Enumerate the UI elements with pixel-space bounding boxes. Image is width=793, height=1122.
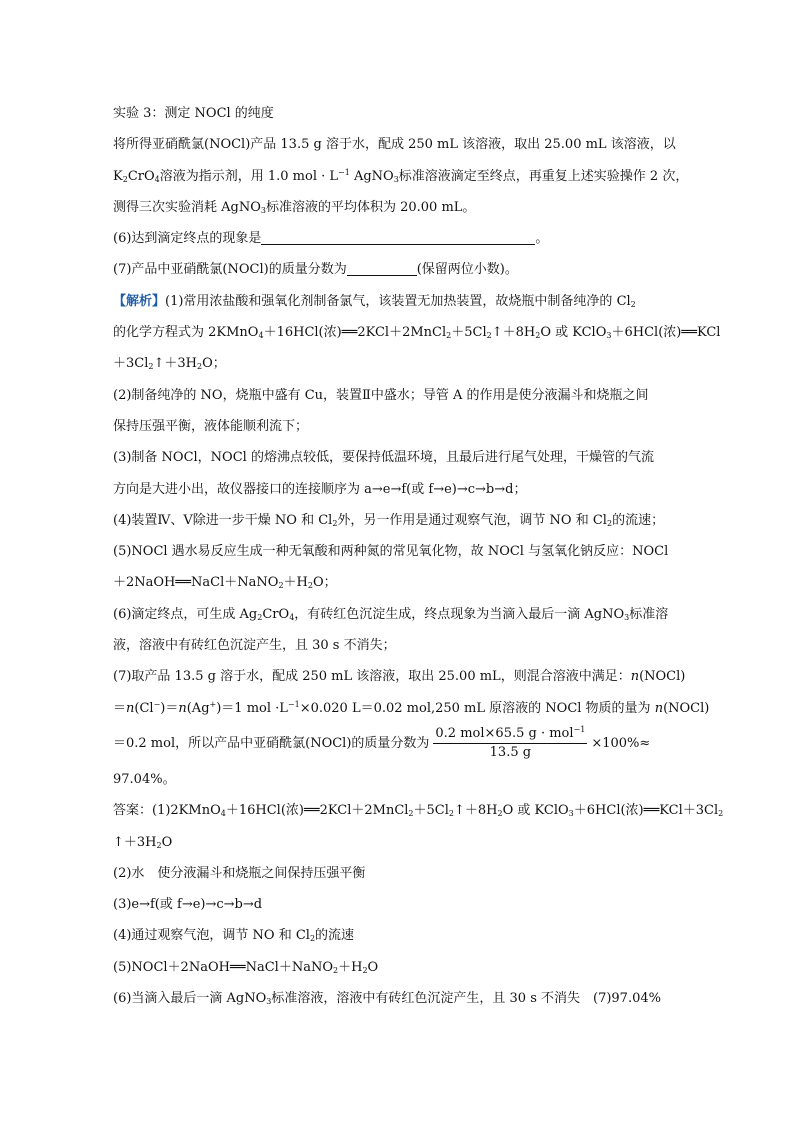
answer-blank-7[interactable] bbox=[347, 261, 417, 276]
answer-1-line-2: $↑+3H_2O$ bbox=[113, 834, 173, 850]
analysis-p5-line-2: $+2NaOH══NaCl+NaNO_2+H_2O$； bbox=[113, 575, 337, 591]
answer-3: (3)e→f(或 f→e)→c→b→d bbox=[113, 897, 263, 913]
question-6: (6)达到滴定终点的现象是 。 bbox=[113, 231, 549, 247]
exp3-line-1: 将所得亚硝酰氯(NOCl)产品 13.5 g 溶于水，配成 250 mL 该溶液，取出 25.00 mL 该溶液，以 bbox=[113, 137, 676, 153]
answer-2: (2)水 使分液漏斗和烧瓶之间保持压强平衡 bbox=[113, 865, 366, 881]
exp3-line-3: 测得三次实验消耗 AgNO$_3$标准溶液的平均体积为 20.00 mL。 bbox=[113, 199, 476, 215]
analysis-p7-result: 97.04%。 bbox=[113, 771, 176, 787]
analysis-p3-line-2: 方向是大进小出，故仪器接口的连接顺序为 a→e→f(或 f→e)→c→b→d； bbox=[113, 481, 527, 497]
answer-1-line-1: 答案：(1)2KMnO$_4$＋16HCl(浓)$══2KCl+2MnCl_2+5Cl_2↑+8H_2O$ 或 KClO$_3$＋6HCl(浓)$══KCl+3Cl_2$ bbox=[113, 803, 724, 819]
answer-5: $(5)NOCl+2NaOH══NaCl+NaNO_2+H_2O$ bbox=[113, 959, 379, 975]
answer-4: (4)通过观察气泡，调节 NO 和 $Cl_2$的流速 bbox=[113, 928, 355, 944]
analysis-p7-line-2: ＝n(Cl−)＝n(Ag+)＝1 mol $\cdot L^{-1}\times 0.020$ L＝0.02 mol,250 mL 原溶液的 NOCl 物质的量为 n(NOCl) bbox=[113, 699, 710, 716]
analysis-p3-line-1: (3)制备 NOCl，NOCl 的熔沸点较低，要保持低温环境，且最后进行尾气处理，干燥管的气流 bbox=[113, 450, 654, 466]
document-page bbox=[113, 98, 724, 1014]
analysis-tag: 【解析】 bbox=[113, 293, 166, 309]
analysis-p1-line-3: $+3Cl_2↑+3H_2O$； bbox=[113, 356, 226, 372]
analysis-p6-line-2: 液，溶液中有砖红色沉淀产生，且 30 s 不消失； bbox=[113, 638, 396, 654]
analysis-p4: (4)装置Ⅳ、Ⅴ除进一步干燥 NO 和 $Cl_2$外，另一作用是通过观察气泡，调节 NO 和 $Cl_2$的流速； bbox=[113, 512, 665, 528]
analysis-p2-line-1: (2)制备纯净的 NO，烧瓶中盛有 Cu，装置Ⅱ中盛水；导管 A 的作用是使分液漏斗和烧瓶之间 bbox=[113, 387, 649, 403]
analysis-p2-line-2: 保持压强平衡，液体能顺利流下； bbox=[113, 418, 309, 434]
analysis-p1-line-2: 的化学方程式为 2KMnO$_4$＋16HCl(浓)$══2KCl+2MnCl_2+5Cl_2↑+8H_2O$ 或 KClO$_3$＋6HCl(浓)══KCl bbox=[113, 325, 721, 341]
analysis-p6-line-1: (6)滴定终点，可生成 $Ag_2CrO_4$，有砖红色沉淀生成，终点现象为当滴入最后一滴 AgNO$_3$标准溶 bbox=[113, 606, 669, 622]
question-7: (7)产品中亚硝酰氯(NOCl)的质量分数为 (保留两位小数)。 bbox=[113, 262, 518, 278]
analysis-p5-line-1: (5)NOCl 遇水易反应生成一种无氧酸和两种氮的常见氧化物，故 NOCl 与氢氧化钠反应：NOCl bbox=[113, 544, 669, 560]
exp3-title: 实验 3：测定 NOCl 的纯度 bbox=[113, 106, 274, 121]
exp3-line-2: $K_2CrO_4$溶液为指示剂，用 1.0 mol · $L^{-1}$ AgNO$_3$标准溶液滴定至终点，再重复上述实验操作 2 次， bbox=[113, 167, 689, 184]
mass-fraction-formula: $\frac{0.2 mol\times 65.5 g \cdot mol^{-1}}{13.5 g}$ bbox=[435, 724, 586, 760]
analysis-p1-line-1: 【解析】(1)常用浓盐酸和强氧化剂制备氯气，该装置无加热装置，故烧瓶中制备纯净的 $Cl_2$ bbox=[113, 293, 636, 309]
answer-blank-6[interactable] bbox=[261, 230, 535, 245]
answer-6-7: (6)当滴入最后一滴 AgNO$_3$标准溶液，溶液中有砖红色沉淀产生，且 30 s 不消失 (7)97.04% bbox=[113, 991, 661, 1007]
analysis-p7-line-1: (7)取产品 13.5 g 溶于水，配成 250 mL 该溶液，取出 25.00 mL，则混合溶液中满足：n(NOCl) bbox=[113, 669, 686, 685]
analysis-p7-line-3: ＝0.2 mol，所以产品中亚硝酰氯(NOCl)的质量分数为 $\frac{0.2 mol\times 65.5 g \cdot mol^{-1}}{13.5 g}$ ×100%≈ bbox=[113, 724, 651, 760]
